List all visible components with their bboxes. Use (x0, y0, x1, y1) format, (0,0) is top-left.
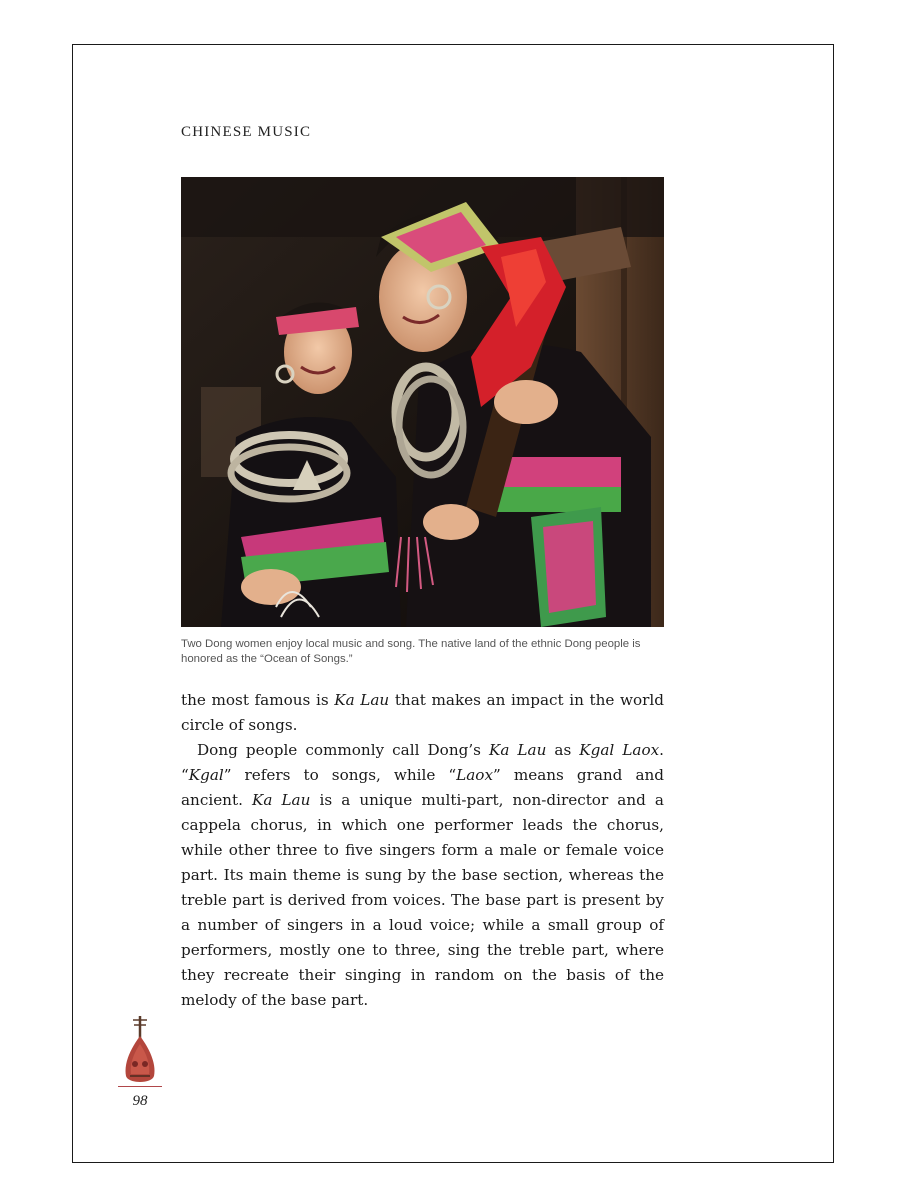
body-text (181, 688, 664, 1013)
text-run: the most famous is (181, 691, 335, 709)
italic-term: Ka Lau (251, 791, 311, 809)
pipa-icon (118, 1014, 162, 1090)
text-run: as (546, 741, 580, 759)
italic-term: Ka Lau (334, 691, 390, 709)
photo-caption: Two Dong women enjoy local music and song. The native land of the ethnic Dong people is honored as the “Ocean of Songs.” (181, 638, 641, 665)
italic-term: Laox (456, 766, 494, 784)
text-run: Dong people commonly call Dong’s (197, 741, 489, 759)
paragraph-2 (181, 738, 664, 1013)
running-head: CHINESE MUSIC (181, 124, 312, 140)
text-run: . “ (181, 741, 664, 784)
page-number: 98 (132, 1093, 148, 1109)
text-run: ” means grand and ancient. (181, 766, 664, 809)
text-run: is a unique multi-part, non-director and a cappela chorus, in which one performer leads the chorus, while other three to five singers form a male or female voice part. Its main theme is sung by the base section, whereas the treble part is derived from voices. The base part is present by a number of singers in a loud voice; while a small group of performers, mostly one to three, sing the treble part, where they recreate their singing in random on the basis of the melody of the base part. (181, 791, 664, 1009)
figure-photo (181, 177, 664, 627)
italic-term: Kgal (188, 766, 224, 784)
italic-term: Ka Lau (488, 741, 547, 759)
italic-term: Kgal Laox (579, 741, 660, 759)
text-run: that makes an impact in the world circle of songs. (181, 691, 664, 734)
dong-women-photo (181, 177, 664, 627)
text-run: ” refers to songs, while “ (223, 766, 457, 784)
paragraph-1 (181, 688, 664, 738)
folio-rule (118, 1086, 162, 1087)
